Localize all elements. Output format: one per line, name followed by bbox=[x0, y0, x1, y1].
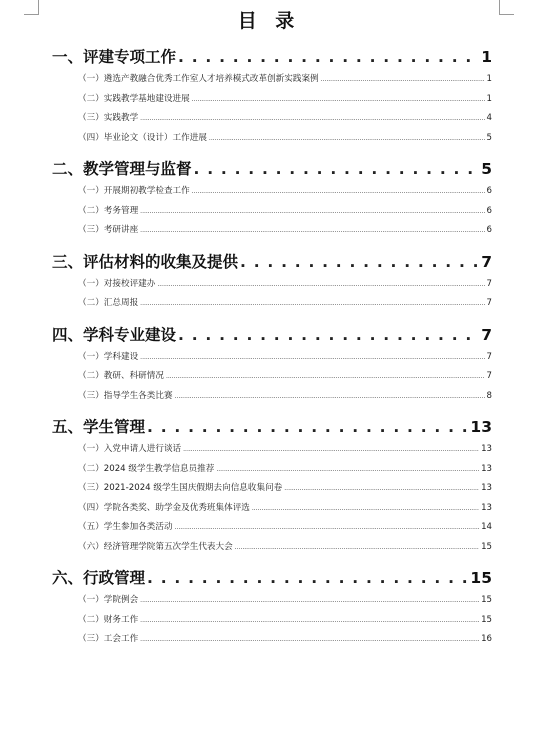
dot-leader bbox=[166, 367, 485, 387]
toc-section-entry[interactable] bbox=[52, 565, 492, 591]
dot-leader bbox=[140, 294, 484, 314]
toc-subsection-entry[interactable] bbox=[52, 611, 492, 631]
toc-subsection-page: 15 bbox=[481, 595, 492, 605]
toc-subsection-page: 6 bbox=[486, 225, 492, 235]
toc-subsection-entry[interactable] bbox=[52, 499, 492, 519]
toc-subsection-label: （一）入党申请人进行谈话 bbox=[78, 444, 182, 454]
toc-subsection-entry[interactable] bbox=[52, 479, 492, 499]
toc-subsection-entry[interactable] bbox=[52, 518, 492, 538]
toc-section-label: 三、评估材料的收集及提供 bbox=[52, 252, 239, 271]
toc-subsection-page: 7 bbox=[486, 298, 492, 308]
dot-leader bbox=[240, 249, 479, 275]
toc-subsection-entry[interactable] bbox=[52, 367, 492, 387]
toc-subsection-label: （二）财务工作 bbox=[78, 614, 139, 625]
toc-subsection-label: （二）实践教学基地建设进展 bbox=[78, 93, 190, 104]
toc-subsection-label: （一）遴选产教融合优秀工作室人才培养模式改革创新实践案例 bbox=[78, 74, 319, 84]
dot-leader bbox=[147, 414, 468, 440]
toc-subsection-entry[interactable] bbox=[52, 182, 492, 202]
toc-subsection-page: 1 bbox=[486, 74, 492, 84]
dot-leader bbox=[194, 156, 480, 182]
toc-subsection-label: （一）学院例会 bbox=[78, 595, 139, 605]
toc-section-label: 四、学科专业建设 bbox=[52, 325, 177, 344]
dot-leader bbox=[147, 565, 468, 591]
toc-subsection-label: （一）学科建设 bbox=[78, 351, 139, 362]
dot-leader bbox=[178, 322, 479, 348]
dot-leader bbox=[175, 387, 485, 407]
toc-subsection-label: （四）学院各类奖、助学金及优秀班集体评选 bbox=[78, 502, 250, 513]
toc-subsection-label: （一）对接校评建办 bbox=[78, 278, 156, 289]
toc-section-entry[interactable] bbox=[52, 44, 492, 70]
toc-section-page: 1 bbox=[481, 48, 492, 66]
toc-section-entry[interactable] bbox=[52, 156, 492, 182]
toc-subsection-entry[interactable] bbox=[52, 387, 492, 407]
toc-subsection-page: 15 bbox=[481, 541, 492, 552]
toc-subsection-page: 4 bbox=[486, 113, 492, 123]
toc-subsection-label: （三）工会工作 bbox=[78, 634, 139, 644]
toc-subsection-entry[interactable] bbox=[52, 202, 492, 222]
toc-subsection-page: 14 bbox=[481, 522, 492, 532]
dot-leader bbox=[178, 44, 479, 70]
toc-subsection-entry[interactable] bbox=[52, 70, 492, 90]
toc-subsection-label: （四）毕业论文（设计）工作进展 bbox=[78, 132, 207, 143]
toc-subsection-entry[interactable] bbox=[52, 630, 492, 650]
toc-subsection-page: 7 bbox=[486, 278, 492, 289]
toc-subsection-label: （二）考务管理 bbox=[78, 205, 139, 216]
toc-subsection-label: （三）考研讲座 bbox=[78, 225, 139, 235]
toc-subsection-page: 6 bbox=[486, 205, 492, 216]
dot-leader bbox=[209, 129, 485, 149]
toc-subsection-page: 7 bbox=[486, 371, 492, 381]
toc-subsection-page: 15 bbox=[481, 614, 492, 625]
toc-section-page: 7 bbox=[481, 252, 492, 271]
toc-subsection-entry[interactable] bbox=[52, 460, 492, 480]
toc-subsection-label: （二）教研、科研情况 bbox=[78, 371, 164, 381]
table-of-contents bbox=[52, 44, 492, 650]
toc-subsection-entry[interactable] bbox=[52, 348, 492, 368]
toc-subsection-entry[interactable] bbox=[52, 591, 492, 611]
toc-subsection-page: 6 bbox=[486, 186, 492, 196]
toc-section-page: 15 bbox=[470, 569, 492, 587]
toc-subsection-page: 16 bbox=[481, 634, 492, 644]
dot-leader bbox=[157, 275, 484, 295]
toc-section-label: 二、教学管理与监督 bbox=[52, 160, 192, 178]
toc-subsection-label: （五）学生参加各类活动 bbox=[78, 522, 173, 532]
toc-subsection-label: （二）汇总周报 bbox=[78, 298, 139, 308]
toc-subsection-entry[interactable] bbox=[52, 275, 492, 295]
dot-leader bbox=[192, 90, 485, 110]
toc-section-label: 五、学生管理 bbox=[52, 418, 146, 436]
dot-leader bbox=[140, 630, 479, 650]
toc-subsection-page: 5 bbox=[486, 132, 492, 143]
toc-title: 目 录 bbox=[237, 10, 301, 32]
toc-subsection-label: （一）开展期初教学检查工作 bbox=[78, 186, 190, 196]
dot-leader bbox=[235, 538, 479, 558]
toc-subsection-page: 8 bbox=[486, 390, 492, 401]
dot-leader bbox=[140, 591, 479, 611]
toc-section-entry[interactable] bbox=[52, 249, 492, 275]
toc-subsection-page: 13 bbox=[481, 444, 492, 454]
toc-subsection-label: （三）实践教学 bbox=[78, 113, 139, 123]
toc-subsection-entry[interactable] bbox=[52, 90, 492, 110]
toc-section-page: 13 bbox=[470, 418, 492, 436]
dot-leader bbox=[321, 70, 485, 90]
toc-subsection-entry[interactable] bbox=[52, 440, 492, 460]
toc-subsection-entry[interactable] bbox=[52, 538, 492, 558]
dot-leader bbox=[175, 518, 480, 538]
toc-section-label: 一、评建专项工作 bbox=[52, 48, 177, 66]
dot-leader bbox=[183, 440, 479, 460]
toc-section-label: 六、行政管理 bbox=[52, 569, 146, 587]
toc-subsection-entry[interactable] bbox=[52, 109, 492, 129]
dot-leader bbox=[140, 202, 484, 222]
toc-subsection-label: （二）2024 级学生教学信息员推荐 bbox=[78, 463, 215, 474]
dot-leader bbox=[140, 221, 484, 241]
toc-subsection-page: 1 bbox=[486, 93, 492, 104]
toc-section-page: 5 bbox=[481, 160, 492, 178]
toc-subsection-entry[interactable] bbox=[52, 129, 492, 149]
toc-subsection-page: 7 bbox=[486, 351, 492, 362]
toc-subsection-entry[interactable] bbox=[52, 294, 492, 314]
toc-subsection-page: 13 bbox=[481, 463, 492, 474]
dot-leader bbox=[140, 348, 484, 368]
toc-subsection-label: （三）指导学生各类比赛 bbox=[78, 390, 173, 401]
toc-section-entry[interactable] bbox=[52, 414, 492, 440]
toc-section-entry[interactable] bbox=[52, 322, 492, 348]
toc-subsection-label: （三）2021-2024 级学生国庆假期去向信息收集问卷 bbox=[78, 483, 283, 493]
dot-leader bbox=[192, 182, 485, 202]
dot-leader bbox=[140, 611, 479, 631]
dot-leader bbox=[140, 109, 484, 129]
dot-leader bbox=[284, 479, 479, 499]
toc-section-page: 7 bbox=[481, 325, 492, 344]
toc-subsection-page: 13 bbox=[481, 502, 492, 513]
toc-subsection-label: （六）经济管理学院第五次学生代表大会 bbox=[78, 541, 233, 552]
toc-subsection-page: 13 bbox=[481, 483, 492, 493]
dot-leader bbox=[252, 499, 479, 519]
toc-subsection-entry[interactable] bbox=[52, 221, 492, 241]
dot-leader bbox=[216, 460, 479, 480]
